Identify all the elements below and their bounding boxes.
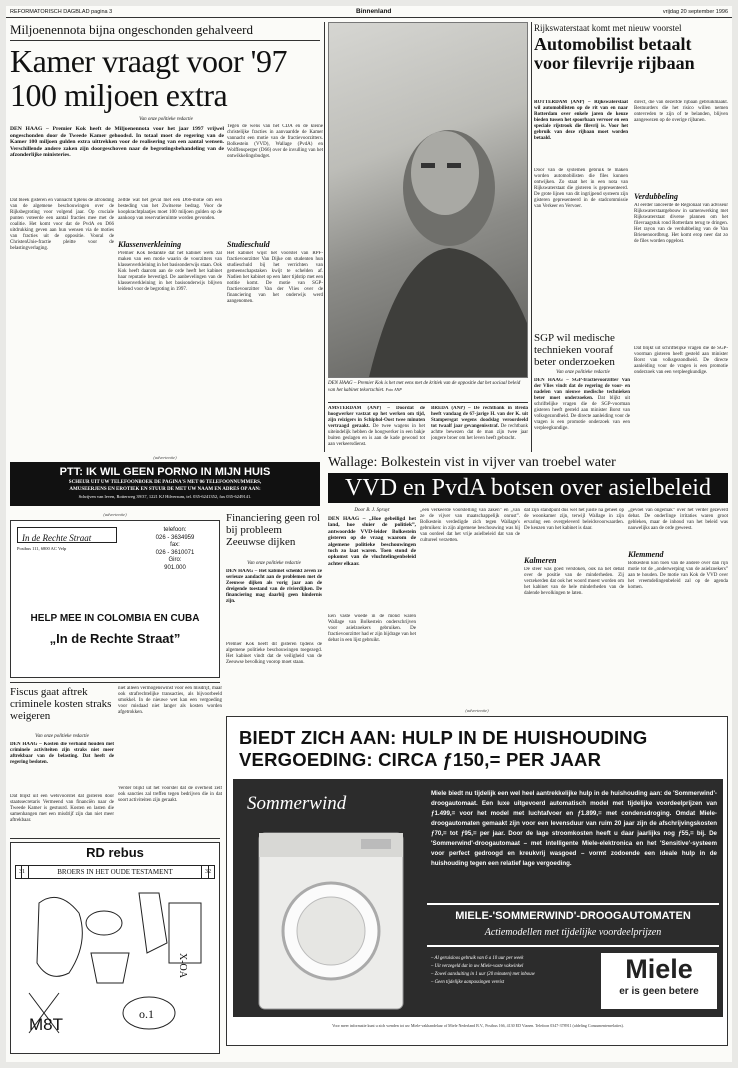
- wallage-headline-box: [328, 473, 728, 503]
- wallage-col-3: dat zijn standpunt dus wel het juiste na geheel op de woonkamer zijn, terwijl Wallage in zijn ervaring een overgeleverd beleidsvoorwaarden. De keuzen van het kabinet is daar.: [524, 508, 624, 531]
- rebus-banner: BROERS IN HET OUDE TESTAMENT: [21, 865, 209, 879]
- divider: [10, 838, 220, 839]
- miele-logo: [601, 953, 717, 1009]
- main-col-3b: Het kabinet wijst het voorstel van RPF-fractievoorzitter Van Dijke om studenten hun studieschuld bij het verrichten van gemeenschapstaken kwijt te schelden af. Nadien het kabinet op een later tijdstip met een notitie komt. De motie van SGP-fractievoorzitter Van der Vlies over de financiering van het onderwijs werd aangenomen.: [227, 251, 323, 304]
- page-date: vrijdag 20 september 1996: [662, 9, 728, 15]
- ptt-ad: [10, 462, 320, 506]
- photo-illustration: [329, 23, 527, 377]
- subheading-klemmend: Klemmend: [628, 550, 664, 559]
- subheading-klassen: Klassenverkleining: [118, 240, 182, 249]
- fiscus-headline: Fiscus gaat aftrek criminele kosten straks weigeren: [10, 686, 112, 722]
- column-rule: [531, 22, 532, 452]
- rebus-title: RD rebus: [86, 845, 144, 860]
- fiscus-byline: Van onze politieke redactie: [35, 734, 89, 739]
- ptt-line-1: SCHEUR UIT UW TELEFOONBOEK DE PAGINA'S MET 06 TELEFOONNUMMERS,: [68, 480, 262, 485]
- financiering-lead: DEN HAAG – Het kabinet schenkt zeven ze serieuze aandacht aan de problemen met de Zeeuwse dijken als vorig jaar aan de dreigende toestand van de rivierdijken. De financiering mag daarbij geen hindernis zijn.: [226, 569, 322, 604]
- rijkswater-col-2: direct, die van dezelfde rijbaan gebruikmaakt. Bestuurders die het risico willen nemen ontevreden te zijn of te belanden, blijven aangewezen op de overige rijbanen.: [634, 100, 728, 123]
- rebus-text-m8t: M8T: [29, 1015, 63, 1034]
- wallage-byline: Door B. J. Spruyt: [354, 508, 390, 513]
- miele-ad: [226, 716, 728, 1046]
- miele-slogan: er is geen betere: [619, 986, 699, 997]
- divider: [10, 682, 220, 683]
- miele-logo-text: Miele: [625, 954, 693, 984]
- main-kicker: Miljoenennota bijna ongeschonden gehalveerd: [10, 22, 253, 37]
- photo-premier-kok: [328, 22, 528, 378]
- wallage-col-1: Een vaste woede in de mond waren Wallage van Bolkestein onderschrijven voor asielzoekers gebruiken. De fractievoorzitter had er zijn bijdrage van het debat in een lijst gebruikt.: [328, 614, 416, 643]
- main-col-3: Tegen de wens van het CDA en de kleine christelijke fracties in aanvaardde de Kamer vannacht een motie van de fractievoorzitters. Bolkestein (VVD), Wallage (PvdA) en Wolffensperger (D66) over de invulling van het ontwikkelingsbudget.: [227, 124, 323, 159]
- rijkswater-kicker: Rijkswaterstaat komt met nieuw voorstel: [534, 23, 682, 33]
- wallage-col-3b: De sfeer was goed verstoken, ook na het debat over de positie van de minderheden. Zij verzekerden dat ook het woord moest worden om het kabinet van de hele minderheden van de dalende bevolkingen te laten.: [524, 567, 624, 596]
- wallage-col-4b: Bolkestein kon toen van de andere over dan rijn motie tot de „onderwerping van de asielzoekers” aan te houden. De motie van Kok de VVD over het vreemdelingenbeleid zal op de agenda komen.: [628, 561, 728, 590]
- brand-box: [17, 527, 117, 543]
- main-lead: DEN HAAG – Premier Kok heeft de Miljoenennota voor het jaar 1997 vrijwel ongeschonden door de Tweede Kamer gehoodsd. In totaal moet de regering van de Kamer 100 miljoen gulden extra uittrekken voor de realisering van een aantal wensen. Verschillende andere zaken zijn doorgeschoven naar de begrotingsbehandeling van de afzonderlijke ministeries.: [10, 126, 224, 159]
- brief-amsterdam: AMSTERDAM (ANP) – Doordat de hoogwerker vastzat op het werken om tijd, zijn reizigers in Schiphol-Oost twee minuten vertraagd geraakt. De twee wagens in het uiteindelijk hebben de hoogwerker in een bakje buiten geslagen en is aan de kade gewond tot aan verkeersdienst.: [328, 406, 425, 447]
- ptt-line-3: Schrijven van leven, Rotterweg 39/37, 1221 KJ Hilversum, tel. 035-6241352, fax 035-6249141.: [78, 494, 252, 499]
- dryer-illustration: [251, 827, 411, 1013]
- rebus-number-32: 32: [201, 865, 215, 879]
- fiscus-col-2b: Verder blijkt uit het voorstel dat de overheid zelf ook sancties zal treffen tegen bedrijven die in dat soort activiteiten zijn geraakt.: [118, 786, 222, 803]
- postbus: Postbus 111, 6800 AC Velp: [17, 546, 67, 551]
- paper-title: REFORMATORISCH DAGBLAD pagina 3: [10, 9, 113, 15]
- column-rule: [324, 22, 325, 452]
- main-col-2: zelfde wat het geval met een D66-motie om een besteding van het Zwitserse bedrag. Voor de koopkrachtplaatjes moet 100 miljoen gulden op de aankoop van reservatieruimte worden gevonden.: [118, 198, 222, 221]
- colombia-line-2: „In de Rechte Straat”: [49, 631, 181, 646]
- sgp-body: DEN HAAG – SGP-fractievoorzitter Van der Vlies vindt dat de regering de voor- en nadelen van nieuwe medische technieken beter moet onderzoeken. Dat blijkt uit schriftelijke vragen die de SGP-voorman gisteren heeft gesteld aan minister Borst van volksgezondheid. De directe aanleiding voor de vragen is een promotie onderzoek van een verpleegkundige.: [534, 378, 630, 431]
- rijkswater-lead: ROTTERDAM (ANP) – Rijkswaterstaat wil automobilisten op de rit van en naar Rotterdam over enkele jaren de keuze bieden tussen het spoorbaan vervoer en een speciale rijstrook die filevrij is. Voor het gebruik van deze rijbaan moet worden betaald.: [534, 100, 628, 141]
- rebus-text-xoa: X-OA: [177, 953, 188, 978]
- colombia-line-1: HELP MEE IN COLOMBIA EN CUBA: [30, 613, 200, 624]
- rijkswater-col-2b: Al eerder lanceerde de Regionaal van adviseur Rijkswaterstaatgebouw in samenwerking met Rijkswaterstaat diverse plannen om het filevraagstuk rond Rotterdam terug te dringen. Het rayon van de verdubbeling van de Van Brienenoordbrug. Het komt erop neer dat zo de files worden opgelost.: [634, 203, 728, 244]
- subheading-studieschuld: Studieschuld: [227, 240, 270, 249]
- rebus-number-31: 31: [15, 865, 29, 879]
- sgp-byline: Van onze politieke redactie: [556, 370, 610, 375]
- miele-footer: Voor meer informatie kunt u zich wenden tot uw Miele-vakhandelaar of Miele Nederland B.V., Postbus 166, 4130 ED Vianen. Telefoon 0347-378911 (afdeling Consumentenrelaties).: [332, 1023, 624, 1028]
- miele-headline: [239, 727, 719, 771]
- newspaper-page: [6, 6, 732, 1062]
- subheading-verdubbeling: Verdubbeling: [634, 192, 679, 201]
- sgp-headline: SGP wil medische technieken vooraf beter onderzoeken: [534, 332, 615, 368]
- rijkswater-body: Door van de systemen gebruik te maken worden automobilisten die files kunnen ontwijken. Zo staat het in een nota van Rijkswaterstaat die gisteren is gepresenteerd. De grote lijnen van dit ingrijpend systeem zijn gisteren gepresenteerd in de stadcommissie van Verkeer en Vervoer.: [534, 168, 628, 209]
- sommerwind-script: Sommerwind: [247, 793, 347, 814]
- divider: [427, 945, 719, 947]
- wallage-lead: DEN HAAG – „Hoe gebeiligd het land, hoe sluier de politiek”, antwoordde VVD-leider Bolkestein gisteren op de vraag waarom de algemene politieke beschouwingen toch zo laat waren. Toen stond de opkomst van de vluchtelingenbeleid achter elkaar.: [328, 516, 416, 567]
- brand-name: In de Rechte Straat: [22, 533, 92, 543]
- divider: [10, 40, 320, 41]
- miele-tagline: Actiemodellen met tijdelijke voordeelprijzen: [484, 927, 662, 938]
- ptt-title: PTT: IK WIL GEEN PORNO IN MIJN HUIS: [59, 466, 271, 478]
- main-col-1: Dat bleek gisteren en vannacht tijdens de afronding van de algemene beschouwingen over de Rijksbegroting voor volgend jaar. Op cruciale punten voteerde een aantal fracties mee met de coalitie. Het komt voor dat de PvdA en D66 uitdrukking geven aan hun wensen via de moties van fracties uit de oppositie. Vooral de ChristenUnie-fractie pleitte voor de belastingverlaging.: [10, 198, 114, 251]
- ad-label: (advertentie): [153, 455, 177, 460]
- ptt-line-2: AMUSEERJENS EN EROTIEK EN STUUR DE MET UW NAAM EN ADRES OP AAN:: [69, 487, 261, 492]
- brief-breda: BREDA (ANP) – De rechtbank in Breda heeft vandaag de 67-jarige H. van der K. uit Stampersgat wegens doodslag veroordeeld tot twaalf jaar gevangenisstraf. De rechtbank achtte bewezen dat de man zijn twee jaar jongere broer om het leven heeft gebracht.: [431, 406, 528, 441]
- miele-action: MIELE-'SOMMERWIND'-DROOGAUTOMATEN: [455, 910, 691, 922]
- photo-credit: Foto ANP: [385, 387, 402, 392]
- miele-bullets: – Al geruisloos gebruik van 6 a 10 uur per week – Uit verzegeld dat in uw Miele-vaste vakwinkel – Zowel aansluiting in 1 uur (20 minuten) met inbouw – Geen tijdelijke aanpassingen vereist: [431, 956, 535, 985]
- wallage-kicker: Wallage: Bolkestein vist in vijver van troebel water: [328, 455, 616, 470]
- miele-body: Miele biedt nu tijdelijk een wel heel aantrekkelijke hulp in de huishouding aan: de 'Sommerwind'-droogautomaat. Een luxe uitgevoerd automatisch model met tijdelijke voordeelprijzen van ƒ1.499,= voor het model met luchtafvoer en ƒ1.899,= met condensdroging. Omdat Miele-droogautomaten gemaakt zijn voor een levensduur van ruim 20 jaar zijn de afschrijvingskosten ƒ70,= tot ƒ95,= per jaar. Door de lage stroomkosten heeft u daar jaarlijks nog ƒ55,= bij. De 'Sommerwind'-droogautomaat – met intelligente Miele-elektronica en het 'Sensitive'-systeem voor perfect gedroogd en kreukvrij wasgoed – vormt zodoende een ideale hulp in de huishouding tegen een relatief lage vergoeding.: [431, 790, 717, 867]
- section-title: Binnenland: [356, 8, 392, 15]
- rebus-puzzle: [10, 842, 220, 1054]
- divider: [328, 402, 528, 403]
- rebus-text-o1: o.1: [139, 1007, 154, 1021]
- main-col-2b: Premier Kok bedankte dat het kabinet werk zal maken van een motie waarin de voorzitters van klassenverkleining in het basisonderwijs staan. Ook Kok heeft daarom aan de orde heeft het kabinet haar reputatie bevestigd. De aanbevelingen van de klassenverkleining in het basisonderwijs blijven leidend voor de begroting in 1997.: [118, 251, 222, 292]
- rijkswater-headline: Automobilist betaalt voor filevrije rijbaan: [534, 34, 695, 73]
- financiering-headline: Financiering geen rol bij probleem Zeeuwse dijken: [226, 512, 321, 548]
- colombia-ad: [10, 520, 220, 678]
- miele-headline-2: VERGOEDING: CIRCA ƒ150,= PER JAAR: [239, 749, 602, 770]
- fiscus-lead: DEN HAAG – Kosten die verband houden met criminele activiteiten zijn straks niet meer aftrekbaar van de belasting. Dat heeft de regering besloten.: [10, 742, 114, 765]
- fiscus-col-2: niet alleen vermogenswinst voor een misdrijf, maar ook strafrechtelijke transacties, als bijvoorbeeld smokkel. In de nieuwe wet kan een vergoeding voor misdaad niet langer als kosten worden afgetrokken.: [118, 686, 222, 715]
- wallage-col-2: „een verkeerde voorstelling van zaken” en „van ze de vijver van maatschappelijk onrust”. Bolkestein verdedigde zich tegen Wallage's gebruiken: in zijn algemene beschouwing was hij van oordeel dat het vrije asielbeleid dat van de cultureel verzetten.: [420, 508, 520, 543]
- financiering-body: Premier Kok heeft dit gisteren tijdens de algemene politieke beschouwingen toegezegd. Het kabinet vindt dat de veiligheid van de Zeeuwse bevolking voorop moet staan.: [226, 642, 322, 665]
- ad-label: (advertentie): [465, 708, 489, 713]
- financiering-byline: Van onze politieke redactie: [247, 561, 301, 566]
- sgp-col-2: Dat blijkt uit schriftelijke vragen die de SGP-voorman gisteren heeft gesteld aan minister Borst van volksgezondheid. De directe aanleiding voor de vragen is een promotie onderzoek van een verpleegkundige.: [634, 346, 728, 375]
- miele-headline-1: BIEDT ZICH AAN: HULP IN DE HUISHOUDING: [239, 727, 648, 748]
- fiscus-body: Dat blijkt uit een wetsvoorstel dat gisteren door staatssecretaris Vermeend van financiën naar de Tweede Kamer is gestuurd. Kosten en lasten die samenhangen met een misdrijf zijn dan niet meer aftrekbaar.: [10, 794, 114, 823]
- contact-block: telefoon: 026 - 3634959 fax: 026 - 3610071 Giro: 901.000: [155, 527, 195, 571]
- headline-line-1: Kamer vraagt voor '97: [10, 43, 287, 79]
- main-headline: [10, 44, 324, 112]
- byline: Van onze politieke redactie: [139, 117, 193, 122]
- subheading-kalmeren: Kalmeren: [524, 556, 557, 565]
- ad-label: (advertentie): [103, 512, 127, 517]
- wallage-col-4: „gevoel van ongemak” over het verder gezeverd debat. De onderlinge irritaties waren groot gebleken, maar de inhoud van het beleid was nauwelijks aan de orde geweest.: [628, 508, 728, 531]
- miele-dark-panel: [233, 779, 723, 1017]
- page-header: [6, 6, 732, 18]
- wallage-headline: VVD en PvdA botsen over asielbeleid: [345, 475, 711, 501]
- photo-caption: DEN HAAG – Premier Kok is het met eens met de kritiek van de oppositie dat het sociaal beleid van het kabinet tekortschiet. Foto ANP: [328, 381, 521, 393]
- headline-line-2: 100 miljoen extra: [10, 77, 228, 113]
- divider: [427, 903, 719, 905]
